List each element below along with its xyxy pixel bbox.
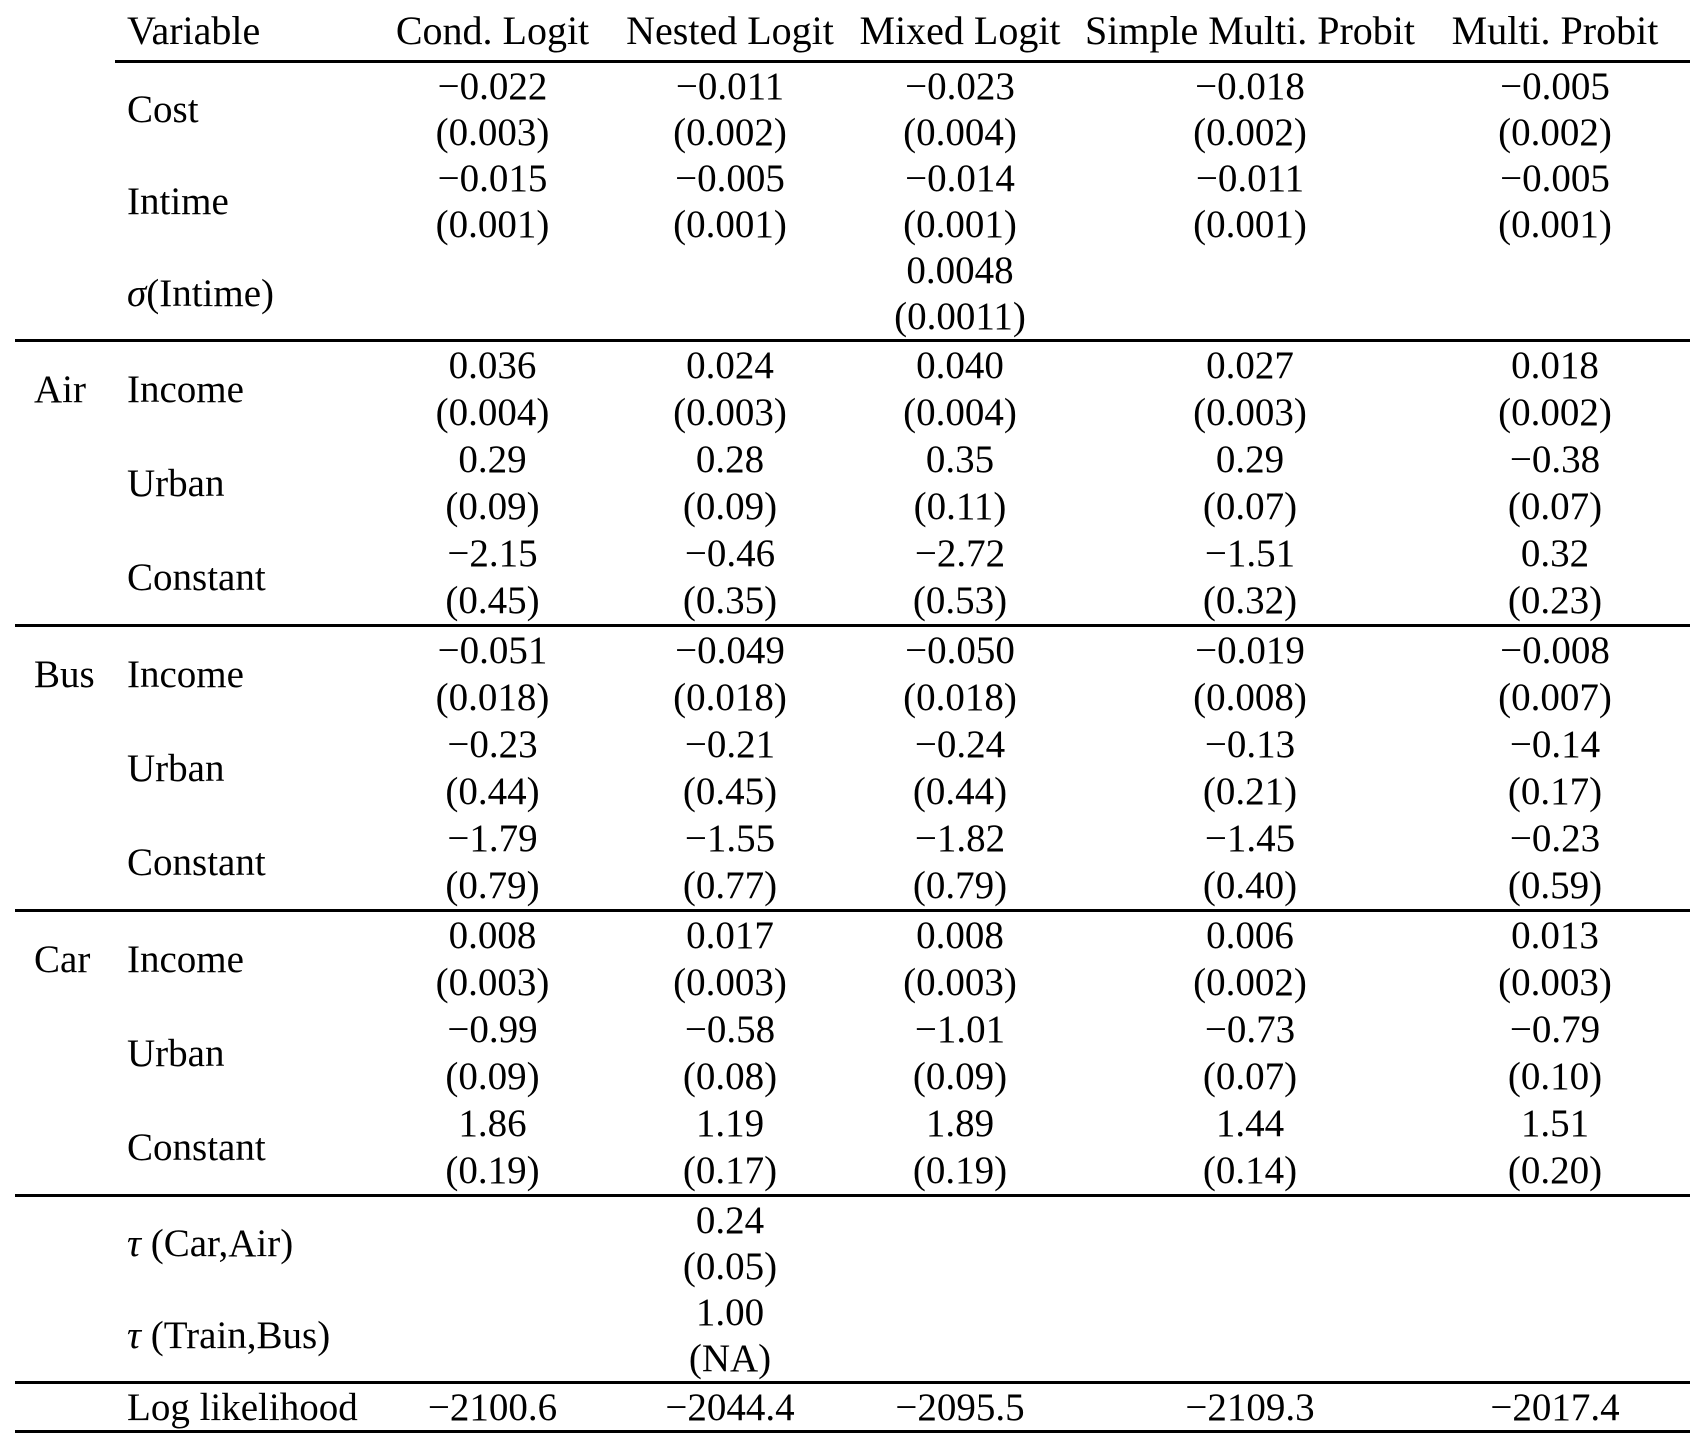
cell [850, 815, 1070, 909]
table-row-air-urban [0, 436, 1697, 530]
group-label [0, 1197, 115, 1289]
coefficient [1070, 1197, 1430, 1243]
std-error: (0.002) [673, 110, 787, 154]
log-likelihood-value: −2095.5 [895, 1385, 1025, 1429]
group-label-bus: Bus [34, 652, 95, 696]
std-error: (0.003) [435, 110, 550, 154]
std-error [850, 1243, 1070, 1289]
row-label-text: Urban [127, 461, 225, 505]
group-label [0, 815, 115, 909]
std-error: (0.002) [1498, 110, 1612, 154]
coefficient: −0.46 [684, 532, 776, 575]
std-error: (0.59) [1507, 864, 1603, 907]
std-error: (0.79) [912, 864, 1008, 907]
coefficient: −0.005 [1500, 64, 1610, 108]
coefficient [1070, 1289, 1430, 1335]
table-row-bus-urban [0, 721, 1697, 815]
cell [1430, 627, 1680, 721]
cell [1070, 1006, 1430, 1100]
table-row-air-income [0, 342, 1697, 436]
coefficient: −0.58 [684, 1008, 776, 1051]
coefficient: 0.006 [1206, 914, 1294, 957]
row-label [115, 155, 375, 247]
std-error: (0.10) [1507, 1055, 1603, 1098]
cell [1070, 815, 1430, 909]
std-error: (0.45) [682, 770, 778, 813]
math-symbol-tau: τ [127, 1221, 141, 1265]
row-label [115, 627, 375, 721]
row-label [115, 247, 375, 339]
std-error: (0.004) [903, 110, 1017, 154]
coefficient: 1.00 [695, 1290, 765, 1334]
coefficient: −1.55 [684, 817, 776, 860]
coefficient: −0.008 [1500, 629, 1610, 672]
table-row-sigma-intime [0, 247, 1697, 339]
coefficient [850, 1197, 1070, 1243]
cell [850, 530, 1070, 624]
row-label-text: (Train,Bus) [140, 1313, 331, 1357]
coefficient: −0.014 [905, 156, 1015, 200]
cell [1430, 815, 1680, 909]
coefficient: −1.01 [914, 1008, 1006, 1051]
coefficient: 0.017 [686, 914, 774, 957]
std-error: (0.14) [1202, 1149, 1298, 1192]
std-error: (0.004) [435, 391, 550, 434]
std-error: (0.003) [673, 391, 787, 434]
table-row-tau-car-air [0, 1197, 1697, 1289]
cell [610, 1100, 850, 1194]
std-error: (0.77) [682, 864, 778, 907]
coefficient [375, 1197, 610, 1243]
cell [610, 912, 850, 1006]
std-error: (0.004) [903, 391, 1017, 434]
std-error: (0.23) [1507, 579, 1603, 622]
row-label-text: Urban [127, 746, 225, 790]
std-error [610, 293, 850, 339]
coefficient: 1.19 [695, 1102, 765, 1145]
std-error: (0.001) [903, 202, 1017, 246]
coefficient: −0.005 [675, 156, 785, 200]
coefficient: 0.0048 [906, 248, 1014, 292]
coefficient: −0.14 [1509, 723, 1601, 766]
cell [1070, 530, 1430, 624]
log-likelihood-value: −2100.6 [427, 1385, 558, 1429]
column-header-simple-multi-probit: Simple Multi. Probit [1084, 7, 1416, 53]
cell [850, 912, 1070, 1006]
std-error: (0.20) [1507, 1149, 1603, 1192]
cell [375, 530, 610, 624]
coefficient: −0.21 [684, 723, 776, 766]
std-error: (0.07) [1202, 1055, 1298, 1098]
std-error: (0.09) [445, 485, 540, 528]
coefficient: −0.99 [447, 1008, 538, 1051]
coefficient [1430, 1289, 1680, 1335]
cell [610, 342, 850, 436]
cell [375, 627, 610, 721]
group-label-car: Car [34, 937, 91, 981]
cell [375, 1006, 610, 1100]
cell [850, 63, 1070, 155]
cell [1070, 155, 1430, 247]
group-label [0, 1384, 115, 1430]
std-error: (0.11) [913, 485, 1007, 528]
std-error [1070, 1243, 1430, 1289]
coefficient: 1.44 [1215, 1102, 1285, 1145]
std-error: (0.21) [1202, 770, 1298, 813]
std-error: (0.07) [1507, 485, 1603, 528]
coefficient: 0.29 [458, 438, 527, 481]
coefficient: 0.040 [916, 344, 1004, 387]
cell [1430, 63, 1680, 155]
std-error: (0.001) [435, 202, 550, 246]
std-error [1430, 1243, 1680, 1289]
group-label [0, 247, 115, 339]
cell [610, 155, 850, 247]
coefficient: −2.72 [914, 532, 1006, 575]
std-error [375, 1243, 610, 1289]
group-label [0, 1006, 115, 1100]
coefficient: −2.15 [447, 532, 538, 575]
log-likelihood-value: −2109.3 [1185, 1385, 1315, 1429]
coefficient: −0.022 [437, 64, 548, 108]
coefficient [850, 1289, 1070, 1335]
header-spacer [0, 0, 115, 60]
coefficient: 1.86 [458, 1102, 527, 1145]
cell [375, 436, 610, 530]
row-label [115, 815, 375, 909]
row-label [115, 63, 375, 155]
cell [375, 1100, 610, 1194]
std-error: (0.17) [1507, 770, 1603, 813]
coefficient: −1.79 [447, 817, 538, 860]
coefficient: −0.23 [1509, 817, 1601, 860]
std-error: (0.008) [1193, 676, 1307, 719]
row-label-text: Constant [127, 840, 266, 884]
row-label-text: Income [127, 652, 244, 696]
cell [1430, 436, 1680, 530]
coefficient: 0.29 [1215, 438, 1285, 481]
math-symbol-tau: τ [127, 1313, 141, 1357]
coefficient: −0.38 [1509, 438, 1601, 481]
std-error: (0.44) [912, 770, 1008, 813]
cell [1430, 1197, 1680, 1289]
std-error: (0.44) [445, 770, 540, 813]
cell [610, 530, 850, 624]
coefficient: −0.018 [1195, 64, 1305, 108]
bottom-rule [15, 1430, 1690, 1433]
cell [610, 721, 850, 815]
column-header-variable: Variable [127, 7, 261, 53]
cell [1430, 1006, 1680, 1100]
std-error: (0.45) [445, 579, 540, 622]
std-error: (0.018) [903, 676, 1017, 719]
coefficient: −0.050 [905, 629, 1015, 672]
std-error: (0.0011) [894, 294, 1026, 338]
std-error [1070, 1335, 1430, 1381]
cell [1070, 1197, 1430, 1289]
group-label [0, 155, 115, 247]
cell [1430, 247, 1680, 339]
table-row-car-income [0, 912, 1697, 1006]
cell [850, 1100, 1070, 1194]
std-error: (0.002) [1498, 391, 1612, 434]
table-header-row [0, 0, 1697, 60]
table-row-air-constant [0, 530, 1697, 624]
coefficient: 0.036 [448, 344, 537, 387]
coefficient: 0.013 [1511, 914, 1599, 957]
std-error [1430, 1335, 1680, 1381]
group-label [0, 63, 115, 155]
cell [610, 1006, 850, 1100]
coefficient: −1.82 [914, 817, 1006, 860]
row-label-text: Constant [127, 555, 266, 599]
coefficient: −0.24 [914, 723, 1006, 766]
row-label [115, 1100, 375, 1194]
std-error: (0.003) [1498, 961, 1612, 1004]
cell [1070, 721, 1430, 815]
cell [1430, 530, 1680, 624]
cell [610, 815, 850, 909]
row-label-text: Constant [127, 1125, 266, 1169]
log-likelihood-value: −2017.4 [1490, 1385, 1620, 1429]
cell [850, 627, 1070, 721]
cell [610, 436, 850, 530]
std-error: (0.79) [445, 864, 540, 907]
column-header-mixed-logit: Mixed Logit [859, 7, 1061, 53]
cell [375, 721, 610, 815]
coefficient: −1.51 [1204, 532, 1296, 575]
row-label [115, 530, 375, 624]
std-error [850, 1335, 1070, 1381]
log-likelihood-value: −2044.4 [665, 1385, 795, 1429]
std-error: (0.40) [1202, 864, 1298, 907]
std-error: (0.001) [1498, 202, 1612, 246]
column-header-multi-probit: Multi. Probit [1451, 7, 1659, 53]
coefficient: −0.051 [437, 629, 548, 672]
row-label [115, 342, 375, 436]
coefficient: 0.018 [1511, 344, 1599, 387]
coefficient: −0.049 [675, 629, 785, 672]
cell [1070, 342, 1430, 436]
table-row-intime [0, 155, 1697, 247]
std-error: (0.07) [1202, 485, 1298, 528]
std-error: (0.17) [682, 1149, 778, 1192]
coefficient: −0.13 [1204, 723, 1296, 766]
coefficient: 0.32 [1520, 532, 1590, 575]
coefficient [375, 247, 610, 293]
cell [1070, 63, 1430, 155]
row-label [115, 436, 375, 530]
cell [610, 627, 850, 721]
row-label [115, 1006, 375, 1100]
cell [1070, 1100, 1430, 1194]
std-error: (0.003) [435, 961, 550, 1004]
coefficient: −0.79 [1509, 1008, 1601, 1051]
cell [1070, 247, 1430, 339]
cell [610, 1197, 850, 1289]
cell [850, 155, 1070, 247]
row-label [115, 1289, 375, 1381]
column-header-nested-logit: Nested Logit [626, 7, 834, 53]
cell [1430, 342, 1680, 436]
coefficient: −0.015 [437, 156, 548, 200]
column-header-cond-logit: Cond. Logit [395, 7, 590, 53]
std-error: (0.19) [912, 1149, 1008, 1192]
cell [850, 1197, 1070, 1289]
coefficient [375, 1289, 610, 1335]
coefficient: −0.011 [1195, 156, 1305, 200]
row-label-text: (Intime) [146, 271, 275, 315]
cell [1430, 912, 1680, 1006]
coefficient: 0.008 [916, 914, 1004, 957]
row-label [115, 1197, 375, 1289]
row-label-log-likelihood: Log likelihood [127, 1385, 358, 1429]
std-error: (0.003) [903, 961, 1017, 1004]
row-label [115, 721, 375, 815]
cell [610, 1289, 850, 1381]
cell [1070, 912, 1430, 1006]
cell [1070, 436, 1430, 530]
std-error [375, 1335, 610, 1381]
row-label-text: Cost [127, 87, 199, 131]
table-row-tau-train-bus [0, 1289, 1697, 1381]
std-error [1070, 293, 1430, 339]
cell [375, 63, 610, 155]
cell [850, 342, 1070, 436]
std-error: (0.002) [1193, 110, 1307, 154]
cell [850, 1006, 1070, 1100]
cell [1430, 721, 1680, 815]
coefficient [1430, 1197, 1680, 1243]
cell [1070, 1289, 1430, 1381]
cell [1430, 1289, 1680, 1381]
cell [375, 912, 610, 1006]
coefficient: 0.024 [686, 344, 774, 387]
std-error: (0.018) [673, 676, 787, 719]
std-error: (0.09) [912, 1055, 1008, 1098]
row-label-text: (Car,Air) [140, 1221, 294, 1265]
group-label [0, 530, 115, 624]
coefficient: 0.35 [925, 438, 995, 481]
group-label [0, 436, 115, 530]
std-error: (0.05) [682, 1244, 778, 1288]
cell [375, 1289, 610, 1381]
std-error: (0.08) [682, 1055, 778, 1098]
row-label-text: Income [127, 937, 244, 981]
coefficient: −0.019 [1195, 629, 1305, 672]
coefficient: 0.24 [695, 1198, 765, 1242]
std-error: (0.001) [1193, 202, 1307, 246]
coefficient: −0.73 [1204, 1008, 1296, 1051]
std-error: (0.001) [673, 202, 787, 246]
coefficient: 0.28 [695, 438, 765, 481]
coefficient: 1.89 [925, 1102, 995, 1145]
table-row-car-constant [0, 1100, 1697, 1194]
row-label [115, 912, 375, 1006]
std-error: (0.09) [682, 485, 778, 528]
coefficient: 0.008 [448, 914, 537, 957]
std-error: (NA) [688, 1336, 772, 1380]
table-row-bus-constant [0, 815, 1697, 909]
cell [1070, 627, 1430, 721]
std-error: (0.53) [912, 579, 1008, 622]
coefficient: 1.51 [1520, 1102, 1590, 1145]
group-label [0, 1289, 115, 1381]
coefficient [1430, 247, 1680, 293]
std-error: (0.32) [1202, 579, 1298, 622]
table-row-car-urban [0, 1006, 1697, 1100]
cell [850, 721, 1070, 815]
coefficient [1070, 247, 1430, 293]
cell [610, 63, 850, 155]
std-error: (0.007) [1498, 676, 1612, 719]
std-error: (0.018) [435, 676, 550, 719]
coefficient: −0.023 [905, 64, 1015, 108]
std-error: (0.35) [682, 579, 778, 622]
std-error: (0.003) [1193, 391, 1307, 434]
group-label [0, 1100, 115, 1194]
cell [850, 247, 1070, 339]
cell [375, 247, 610, 339]
std-error: (0.09) [445, 1055, 540, 1098]
math-symbol: σ [127, 271, 147, 315]
std-error: (0.19) [445, 1149, 540, 1192]
cell [375, 1197, 610, 1289]
coefficient: 0.027 [1206, 344, 1294, 387]
coefficient: −0.011 [675, 64, 785, 108]
std-error [375, 293, 610, 339]
cell [375, 342, 610, 436]
cell [850, 436, 1070, 530]
coefficient: −0.23 [447, 723, 538, 766]
group-label [0, 721, 115, 815]
cell [1430, 1100, 1680, 1194]
cell [375, 155, 610, 247]
std-error [1430, 293, 1680, 339]
cell [375, 815, 610, 909]
table-row-cost [0, 63, 1697, 155]
coefficient: −1.45 [1204, 817, 1296, 860]
cell [850, 1289, 1070, 1381]
row-label-text: Income [127, 367, 244, 411]
std-error: (0.003) [673, 961, 787, 1004]
std-error: (0.002) [1193, 961, 1307, 1004]
row-label-text: Intime [127, 179, 229, 223]
coefficient: −0.005 [1500, 156, 1610, 200]
table-row-bus-income [0, 627, 1697, 721]
group-label-air: Air [34, 367, 86, 411]
cell [610, 247, 850, 339]
row-label-text: Urban [127, 1031, 225, 1075]
cell [1430, 155, 1680, 247]
coefficient [610, 247, 850, 293]
log-likelihood-row [0, 1384, 1697, 1430]
